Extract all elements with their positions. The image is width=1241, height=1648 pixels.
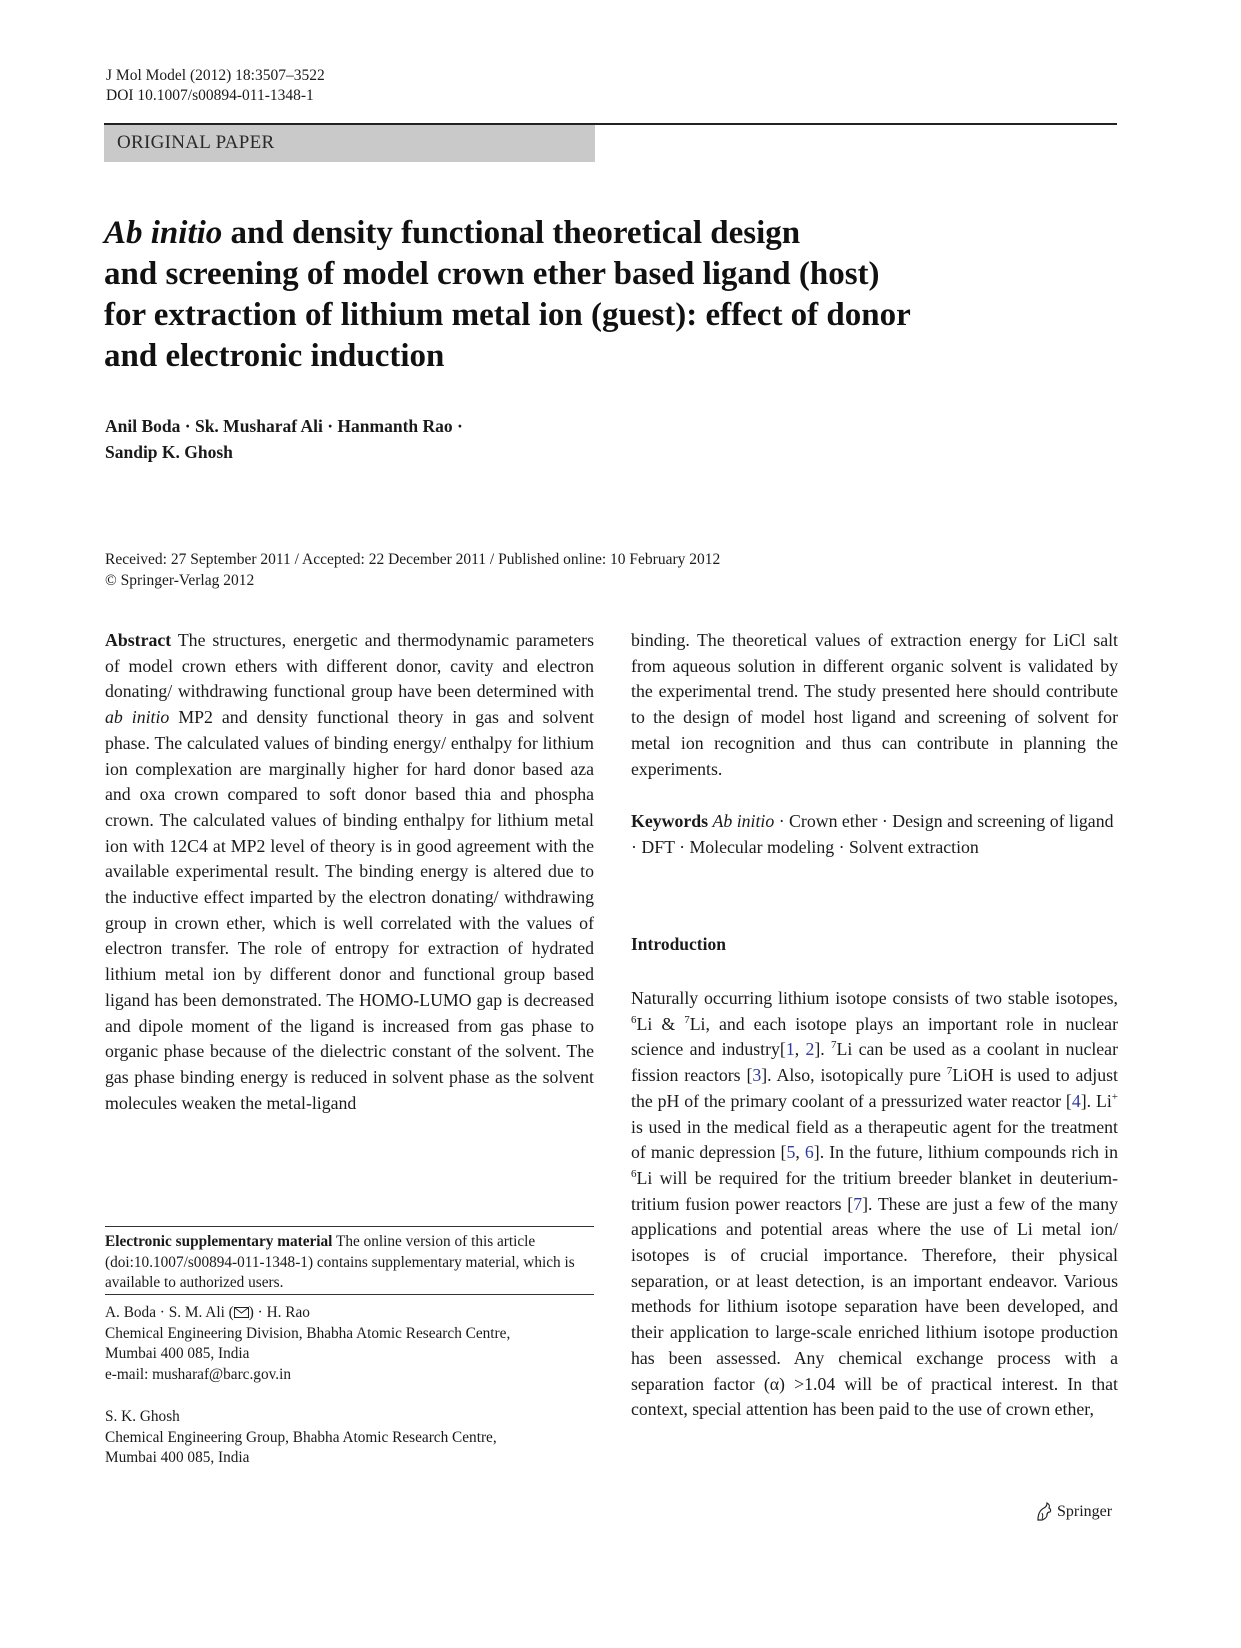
superscript: 6 (631, 1168, 637, 1180)
copyright-line: © Springer-Verlag 2012 (105, 572, 255, 589)
intro-text: Li can be used as a coolant in nuclear fission reactors [ (631, 1039, 1118, 1086)
abstract-continued (631, 628, 1118, 782)
publication-dates (105, 549, 720, 591)
intro-text: ]. (814, 1039, 832, 1060)
citation-link[interactable]: 7 (853, 1193, 863, 1214)
citation-link[interactable]: 2 (805, 1039, 815, 1060)
superscript: 7 (684, 1013, 690, 1026)
paper-title (104, 213, 1004, 377)
abstract-text-a: The structures, energetic and thermodynamic parameters of model crown ethers with different donor, cavity and electron donating/ withdrawing functional group have been determined with (105, 630, 594, 702)
superscript: + (1111, 1090, 1118, 1103)
author-list (105, 413, 463, 465)
aff2-name: S. K. Ghosh (105, 1408, 180, 1425)
citation-link[interactable]: 5 (786, 1142, 796, 1163)
journal-citation (106, 66, 325, 106)
dates-line: Received: 27 September 2011 / Accepted: 22 December 2011 / Published online: 10 February 2012 (105, 551, 721, 568)
intro-text: Naturally occurring lithium isotope consists of two stable isotopes, (631, 988, 1118, 1008)
aff2-address: Mumbai 400 085, India (105, 1449, 250, 1466)
abstract-italic: ab initio (105, 707, 170, 728)
aff2-dept: Chemical Engineering Group, Bhabha Atomic Research Centre, (105, 1428, 497, 1446)
citation-link[interactable]: 4 (1071, 1090, 1081, 1111)
abstract-continued-text: binding. The theoretical values of extraction energy for LiCl salt from aqueous solution in different organic solvent is validated by the experimental trend. The study presented here should contribute to the design of model host ligand and screening of solvent for metal ion recognition and thus can contribute in planning the experiments. (631, 630, 1118, 779)
section-label: ORIGINAL PAPER (117, 132, 275, 153)
title-italic: Ab initio (104, 215, 223, 251)
doi-line: DOI 10.1007/s00894-011-1348-1 (106, 87, 314, 104)
title-line3: for extraction of lithium metal ion (guest): effect of donor (104, 297, 911, 333)
intro-text: , (795, 1142, 805, 1163)
supp-text: The online version of this article (doi:10.1007/s00894-011-1348-1) contains supplementary material, which is available to authorized users. (105, 1233, 575, 1291)
title-line4: and electronic induction (104, 338, 445, 374)
section-heading-introduction: Introduction (631, 934, 726, 954)
abstract-text-b: MP2 and density functional theory in gas and solvent phase. The calculated values of binding energy/ enthalpy for lithium ion complexation are marginally higher for hard donor based aza and oxa crown compared to soft donor based thia and phospha crown. The calculated values of binding enthalpy for lithium metal ion with 12C4 at MP2 level of theory is in good agreement with the available experimental result. The binding energy is altered due to the inductive effect imparted by the electron donating/ withdrawing group in crown ether, which is well correlated with the values of electron transfer. The role of entropy for extraction of hydrated lithium metal ion by different donor and functional group based ligand has been demonstrated. The HOMO-LUMO gap is decreased and dipole moment of the ligand is increased from gas phase to organic phase because of the dielectric constant of the solvent. The gas phase binding energy is reduced in solvent phase as the solvent molecules weaken the metal-ligand (105, 707, 594, 1113)
aff1-names: ) · H. Rao (248, 1304, 310, 1321)
keywords-list: · Crown ether · Design and screening of ligand · DFT · Molecular modeling · Solvent extraction (631, 811, 1114, 857)
supp-label: Electronic supplementary material (105, 1233, 333, 1250)
intro-text: LiOH is used to adjust the pH of the primary coolant of a pressurized water reactor [ (631, 1065, 1118, 1111)
citation-link[interactable]: 1 (785, 1039, 795, 1060)
title-line1: and density functional theoretical design (222, 215, 801, 251)
authors-line2: Sandip K. Ghosh (105, 442, 233, 462)
aff1-names: A. Boda · S. M. Ali ( (105, 1304, 234, 1321)
citation-link[interactable]: 3 (752, 1065, 762, 1086)
section-banner (104, 125, 595, 162)
keywords (631, 809, 1118, 860)
intro-text: ]. Also, isotopically pure (761, 1065, 947, 1086)
abstract-label: Abstract (105, 630, 172, 650)
authors-line1: Anil Boda · Sk. Musharaf Ali · Hanmanth Rao · (105, 416, 463, 436)
introduction-body (631, 986, 1118, 1423)
supplementary-note (105, 1232, 594, 1294)
superscript: 6 (631, 1013, 637, 1026)
springer-horse-icon (1035, 1502, 1053, 1522)
intro-text: ]. These are just a few of the many applications and potential areas where the use of Li metal ion/ isotopes is of crucial importance. Therefore, their physical separation, or at least detection, is an important endeavor. Various methods for lithium isotope separation have been developed, and their application to large-scale enriched lithium isotope production has been assessed. Any chemical exchange process with a separation factor (α) >1.04 will be of practical interest. In that context, special attention has been paid to the use of crown ether, (631, 1193, 1119, 1420)
keywords-label: Keywords (631, 811, 709, 831)
superscript: 7 (946, 1065, 953, 1078)
aff1-address: Mumbai 400 085, India (105, 1345, 250, 1362)
intro-text: Li will be required for the tritium breeder blanket in deuterium-tritium fusion power reactors [ (631, 1167, 1118, 1214)
footnote-rule (105, 1226, 594, 1227)
affiliation-1 (105, 1303, 594, 1385)
affiliation-2 (105, 1407, 594, 1469)
intro-text: , (794, 1039, 806, 1060)
abstract-body (105, 628, 594, 1116)
intro-text: is used in the medical field as a therapeutic agent for the treatment of manic depression [ (631, 1116, 1118, 1163)
keywords-italic: Ab initio (712, 811, 775, 831)
publisher-logo (1035, 1502, 1112, 1522)
title-line2: and screening of model crown ether based ligand (host) (104, 256, 880, 292)
superscript: 7 (831, 1039, 837, 1052)
aff1-dept: Chemical Engineering Division, Bhabha Atomic Research Centre, (105, 1324, 511, 1342)
intro-text: Li & (636, 1013, 685, 1034)
footnote-rule (105, 1294, 594, 1295)
aff1-email[interactable]: e-mail: musharaf@barc.gov.in (105, 1365, 291, 1383)
publisher-name: Springer (1057, 1503, 1113, 1520)
intro-text: Li, and each isotope plays an important role in nuclear science and industry[ (631, 1013, 1118, 1060)
citation-link[interactable]: 6 (804, 1142, 814, 1163)
intro-text: ]. Li (1080, 1090, 1112, 1111)
intro-text: ]. In the future, lithium compounds rich in (813, 1142, 1118, 1163)
journal-line: J Mol Model (2012) 18:3507–3522 (106, 67, 325, 84)
envelope-icon (234, 1307, 249, 1318)
